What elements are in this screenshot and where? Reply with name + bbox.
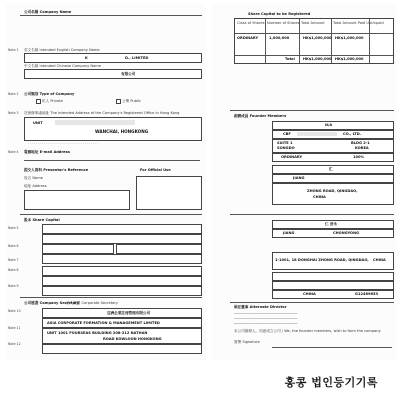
- capital-table-heading: Share Capital to be Registered: [248, 12, 311, 16]
- divider: [20, 297, 202, 298]
- director-address-1: ZHONG ROAD, QINGDAO,: [307, 189, 358, 193]
- founder-shares-field[interactable]: [272, 153, 394, 162]
- director-name-cn: 汇: [329, 167, 333, 171]
- founder-name-en: CO., LTD.: [343, 132, 362, 136]
- second-extra-field[interactable]: [272, 281, 394, 290]
- public-checkbox[interactable]: [116, 99, 121, 104]
- note-marker: Note 2: [8, 92, 19, 96]
- director-address-field[interactable]: [272, 183, 394, 205]
- office-unit: UNIT: [33, 121, 43, 125]
- office-district: WANCHAI, HONGKONG: [95, 129, 149, 134]
- director-en-field[interactable]: [272, 174, 394, 183]
- alternate-heading: 候任董事 Alternate Director: [234, 305, 287, 309]
- capital-field[interactable]: [116, 244, 202, 254]
- second-director-cn-field[interactable]: [272, 220, 394, 229]
- corporate-label: 法人團體 Corporate Secretary: [66, 301, 118, 305]
- founder-en-field[interactable]: [272, 130, 394, 139]
- official-use-box: [136, 176, 202, 210]
- note-marker: Note 12: [8, 342, 21, 346]
- note-marker: Note 4: [8, 150, 19, 154]
- capital-col-amount: Total Amount: [301, 21, 325, 25]
- capital-total-paid: HK$1,000,000: [335, 57, 364, 61]
- capital-field[interactable]: [42, 254, 202, 264]
- capital-field[interactable]: [42, 244, 114, 254]
- presenter-address-label: 地址 Address: [24, 184, 47, 188]
- capital-heading: 股本 Share Capital: [24, 218, 60, 222]
- capital-col-paid: Total Amount Paid Up: [333, 21, 372, 25]
- official-use-label: For Official Use: [140, 168, 171, 172]
- founder-address-field[interactable]: [272, 139, 394, 153]
- founder-address-1: SUITE 1: [277, 141, 293, 145]
- english-name-suffix: D., LIMITED: [125, 56, 149, 60]
- company-type-label: 公司類別 Type of Company: [24, 92, 75, 96]
- founder-address-4: KOREA: [355, 146, 369, 150]
- capital-row-amount: HK$1,000,000: [303, 36, 332, 40]
- capital-col-number: Number of Shares: [267, 21, 300, 25]
- form-page-left: 公司名稱 Company Name 英文名稱 Intended English Company Name K D., LIMITED 中文名稱 Intended Chinese Company Name 有限公司 公司類別 Type of Company 私人 Private 公眾 Public 註冊辦事處地址 The Intended Address of the Company's Registered Office in Hong Kong UNIT WANCHAI, HONGKONG · · · · · · · · · · · · · · · · · · · · · · · · · · · · · · · · · · · 電郵地址 E-mail Address 提交人資料 Presentor's Reference For Official Use 姓名 Name 地址 Address 股本 Share Capital 公司秘書 Company Secretary 法人團體 Corporate Secretary 亞洲企業註冊管理有限公司 ASIA CORPORATE FORMATION & MANAGEMENT LIMITED UNIT 1001 FOURSEAS BUILDING 208-212 NATHAN ROAD KOWLOON HONGKONG Note 1 Note 2 Note 3 Note 4 Note 5 Note 6 Note 7 Note 8 Note 9 Note 10 Note 11 Note 12: [6, 4, 206, 360]
- chinese-name-label: 中文名稱 Intended Chinese Company Name: [24, 64, 102, 68]
- second-director-cn: 仁 晋永: [325, 222, 338, 226]
- caption: 홍콩 법인등기기록: [284, 376, 378, 389]
- chinese-name-field[interactable]: [24, 69, 202, 79]
- id-country: CHINA: [303, 292, 316, 296]
- founder-na: N/A: [325, 123, 333, 127]
- type-public-label: 公眾 Public: [122, 99, 141, 103]
- presenter-name-label: 姓名 Name: [24, 176, 43, 180]
- director-cn-field[interactable]: [272, 165, 394, 174]
- redaction: [297, 132, 337, 136]
- divider: [20, 214, 202, 215]
- director-address-2: CHINA: [313, 195, 326, 199]
- secretary-address-field[interactable]: [42, 328, 202, 344]
- office-label: 註冊辦事處地址 The Intended Address of the Company's Registered Office in Hong Kong: [24, 111, 180, 115]
- second-extra-field[interactable]: [272, 272, 394, 281]
- founder-address-2: SONGDO: [277, 146, 295, 150]
- divider: [230, 302, 394, 303]
- second-director-given: CHONGYONG: [333, 231, 360, 235]
- note-marker: Note 7: [8, 258, 19, 262]
- capital-field[interactable]: [42, 224, 202, 234]
- id-number: G12469653: [355, 292, 378, 296]
- capital-row-number: 1,000,000: [269, 36, 290, 40]
- founder-address-3: BLDG 2-1: [351, 141, 370, 145]
- office-address-field[interactable]: [24, 117, 202, 141]
- redaction: [55, 120, 135, 125]
- english-name-prefix: K: [85, 56, 88, 60]
- secretary-address-line-2: ROAD KOWLOON HONGKONG: [103, 337, 162, 341]
- second-address-field[interactable]: [272, 252, 394, 270]
- founder-heading: 創辦成員 Founder Members: [234, 114, 287, 118]
- second-director-surname: JIANG: [283, 231, 295, 235]
- secretary-name-en: ASIA CORPORATE FORMATION & MANAGEMENT LIMITED: [47, 321, 160, 325]
- founder-name-cn: CBF: [283, 132, 291, 136]
- secretary-cn-field[interactable]: [42, 308, 202, 318]
- divider: [20, 15, 202, 16]
- secretary-address-line-1: UNIT 1001 FOURSEAS BUILDING 208-212 NATHAN: [47, 331, 148, 335]
- signature-label: 簽署 Signature: [234, 340, 260, 344]
- secretary-extra-field[interactable]: [42, 344, 202, 354]
- capital-field[interactable]: [42, 266, 202, 276]
- capital-col-unpaid: Unpaid: [371, 21, 384, 25]
- note-marker: Note 11: [8, 326, 21, 330]
- second-country: CHINA: [373, 258, 386, 262]
- capital-total-amount: HK$1,000,000: [303, 57, 332, 61]
- signature-line[interactable]: [272, 347, 392, 348]
- declaration-text: 本公司創辦人，同意成立公司 / We, the founder members, wish to form the company: [234, 329, 381, 333]
- note-marker: Note 8: [8, 268, 19, 272]
- founder-cn-field[interactable]: [272, 121, 394, 130]
- capital-row-paid: HK$1,000,000: [335, 36, 364, 40]
- capital-table: [234, 18, 394, 64]
- company-name-heading: 公司名稱 Company Name: [24, 10, 72, 14]
- capital-field[interactable]: [42, 286, 202, 296]
- note-marker: Note 10: [8, 309, 21, 313]
- director-name-en: JIANG: [293, 176, 305, 180]
- private-checkbox[interactable]: [36, 99, 41, 104]
- email-line: [24, 160, 200, 161]
- note-marker: Note 6: [8, 244, 19, 248]
- second-director-en-field[interactable]: [272, 229, 394, 238]
- note-marker: Note 9: [8, 284, 19, 288]
- chinese-name-value: 有限公司: [121, 72, 136, 76]
- divider: [230, 110, 394, 111]
- founder-share-class: ORDINARY: [281, 155, 303, 159]
- note-marker: Note 3: [8, 111, 19, 115]
- secretary-en-field[interactable]: [42, 318, 202, 328]
- presenter-heading: 提交人資料 Presentor's Reference: [24, 168, 89, 172]
- capital-col-class: Class of Shares: [237, 21, 265, 25]
- email-label: 電郵地址 E-mail Address: [24, 150, 70, 154]
- english-name-field[interactable]: [24, 53, 202, 63]
- type-private-label: 私人 Private: [42, 99, 63, 103]
- secretary-heading: 公司秘書 Company Secretary: [24, 301, 80, 305]
- english-name-label: 英文名稱 Intended English Company Name: [24, 48, 100, 52]
- capital-field[interactable]: [42, 276, 202, 286]
- capital-field[interactable]: [42, 234, 202, 244]
- founder-share-number: 100%: [353, 155, 365, 159]
- capital-total-label: Total: [285, 57, 295, 61]
- note-marker: Note 1: [8, 48, 19, 52]
- capital-row-class: ORDINARY: [237, 36, 259, 40]
- id-field[interactable]: [272, 290, 394, 299]
- note-marker: Note 5: [8, 226, 19, 230]
- presenter-box[interactable]: [24, 190, 130, 210]
- second-address: 1-1001, 18 DONGHAI ZHONG ROAD, QINGDAO,: [275, 258, 369, 262]
- secretary-name-cn: 亞洲企業註冊管理有限公司: [107, 311, 151, 315]
- form-page-right: Share Capital to be Registered Class of Shares Number of Shares Total Amount Total Amount Paid Up Unpaid ORDINARY 1,000,000 HK$1,000,000 HK$1,000,000 Total HK$1,000,000 HK$1,000,000 創辦成員 Founder Members N/A CBF CO., LTD. SUITE 1 SONGDO BLDG 2-1 KOREA ORDINARY 100% 汇 JIANG ZHONG ROAD, QINGDAO, CHINA 仁 晋永 JIANG CHONGYONG 1-1001, 18 DONGHAI ZHONG ROAD, QINGDAO, CHINA CHINA G12469653 候任董事 Alternate Director ───────────────────────────────── ───────────────────────────────── ───────────────────────────────── 本公司創辦人，同意成立公司 / We, the founder members, wish to form the company 簽署 Signature: [212, 4, 396, 360]
- divider: [230, 214, 394, 215]
